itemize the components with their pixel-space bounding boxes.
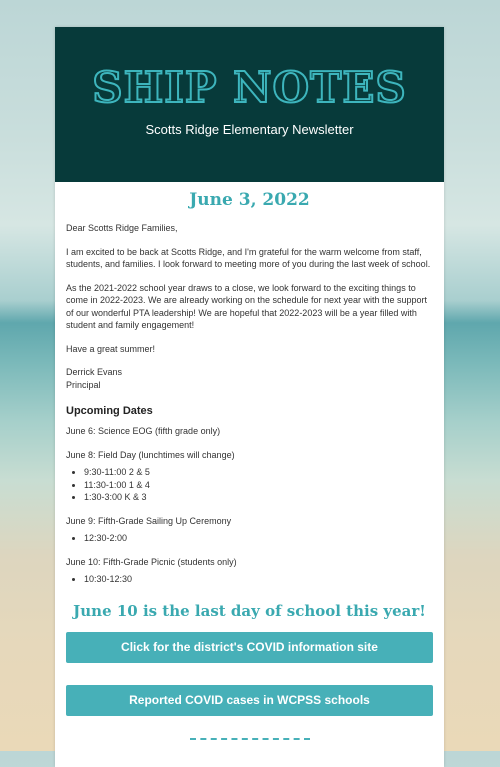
newsletter-date: June 3, 2022 bbox=[189, 190, 310, 210]
list-item: • 11:30-1:00 1 & 4 bbox=[84, 479, 433, 492]
newsletter-body bbox=[55, 190, 444, 740]
newsletter-header bbox=[55, 27, 444, 182]
signature bbox=[66, 366, 433, 391]
upcoming-dates-heading: Upcoming Dates bbox=[66, 405, 153, 417]
newsletter-card bbox=[55, 27, 444, 767]
list-item: • 10:30-12:30 bbox=[84, 573, 433, 586]
upcoming-item: June 8: Field Day (lunchtimes will change) bbox=[66, 449, 235, 460]
upcoming-item: June 9: Fifth-Grade Sailing Up Ceremony bbox=[66, 515, 232, 526]
signer-name: Derrick Evans bbox=[66, 367, 123, 377]
covid-info-button[interactable]: Click for the district's COVID information site bbox=[66, 632, 433, 663]
covid-cases-button[interactable]: Reported COVID cases in WCPSS schools bbox=[66, 685, 433, 716]
letter-paragraph-1: I am excited to be back at Scotts Ridge, and I'm grateful for the warm welcome from staff, students, and families. I look forward to meeting more of you during the last week of school. bbox=[66, 246, 431, 269]
field-day-times bbox=[66, 466, 433, 504]
upcoming-item: June 6: Science EOG (fifth grade only) bbox=[66, 426, 221, 436]
list-item: • 1:30-3:00 K & 3 bbox=[84, 491, 433, 504]
letter-paragraph-2: As the 2021-2022 school year draws to a close, we look forward to the exciting things to come in 2022-2023. We are already working on the schedule for next year with the support of our wonderful PTA leadership! We are hopeful that 2022-2023 will be a year filled with student and family engagement! bbox=[66, 282, 428, 330]
list-item: • 12:30-2:00 bbox=[84, 532, 433, 545]
greeting: Dear Scotts Ridge Families, bbox=[66, 223, 178, 233]
closing: Have a great summer! bbox=[66, 343, 156, 354]
upcoming-item: June 10: Fifth-Grade Picnic (students only) bbox=[66, 556, 237, 567]
dashed-divider bbox=[190, 738, 310, 740]
last-day-callout: June 10 is the last day of school this year! bbox=[73, 601, 426, 620]
ceremony-times bbox=[66, 532, 433, 545]
newsletter-subtitle: Scotts Ridge Elementary Newsletter bbox=[145, 122, 354, 137]
signer-title: Principal bbox=[66, 379, 101, 390]
newsletter-title: SHIP NOTES bbox=[92, 63, 407, 112]
list-item: • 9:30-11:00 2 & 5 bbox=[84, 466, 433, 479]
picnic-times bbox=[66, 573, 433, 586]
